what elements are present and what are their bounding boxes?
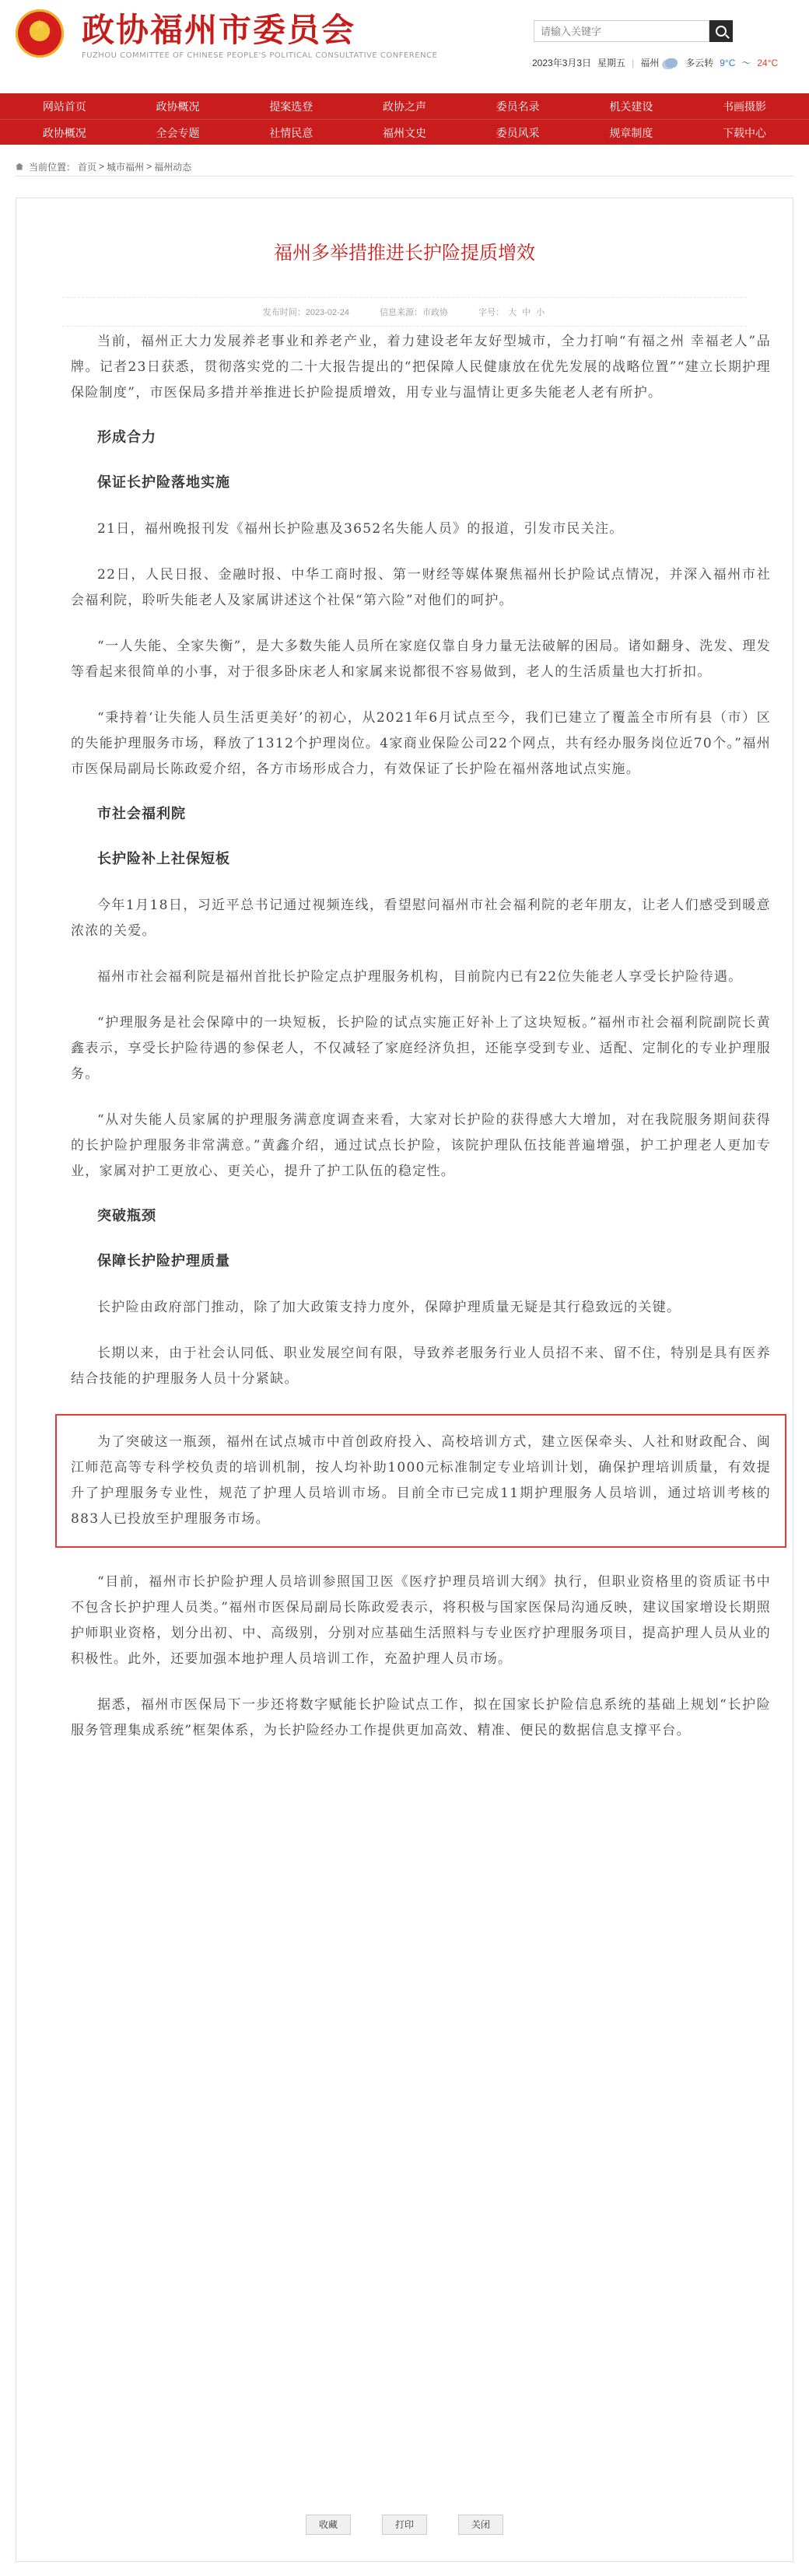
highlighted-paragraph: 为了突破这一瓶颈，福州在试点城市中首创政府投入、高校培训方式，建立医保牵头、人社和财政配合、闽江师范高等专科学校负责的培训机制，按人均补助1000元标准制定专业培训计划，确保护理培训质量，有效提升了护理服务专业性，规范了护理人员培训市场。目前全市已完成11期护理服务人员培训，通过培训考核的883人已投放至护理服务市场。 (71, 1430, 771, 1532)
article-paragraph: 长护险由政府部门推动，除了加大政策支持力度外，保障护理质量无疑是其行稳致远的关键。 (97, 1300, 681, 1315)
current-date: 2023年3月3日 (532, 58, 592, 68)
nav-item-organ[interactable]: 机关建设 (609, 100, 653, 113)
nav-item-overview[interactable]: 政协概况 (156, 100, 200, 113)
font-size-large[interactable]: 大 (508, 308, 517, 317)
print-button[interactable]: 打印 (382, 2515, 427, 2535)
weather-desc: 多云转 (685, 58, 714, 68)
nav-item-home[interactable]: 网站首页 (42, 100, 86, 113)
article-container (16, 198, 793, 2562)
nav-item-rules[interactable]: 规章制度 (609, 126, 653, 139)
separator: | (632, 57, 635, 68)
breadcrumb-home[interactable]: 首页 (78, 161, 97, 173)
nav-item-members[interactable]: 委员名录 (496, 100, 540, 113)
section-heading: 保证长护险落地实施 (97, 474, 230, 491)
breadcrumb-sep: > (146, 161, 152, 172)
publish-date: 发布时间：2023-02-24 (262, 308, 349, 317)
font-size-switcher (478, 308, 546, 317)
article-paragraph: 福州市社会福利院是福州首批长护险定点护理服务机构，目前院内已有22位失能老人享受长护险待遇。 (97, 969, 743, 985)
info-source: 信息来源：市政协 (380, 308, 449, 317)
article-paragraph: 21日，福州晚报刊发《福州长护险惠及3652名失能人员》的报道，引发市民关注。 (97, 521, 624, 537)
date-weather-bar (532, 56, 778, 69)
search-icon (716, 26, 727, 37)
nav-item-overview-2[interactable]: 政协概况 (42, 126, 86, 139)
nav-row-1 (0, 93, 809, 120)
breadcrumb-sep: > (99, 161, 105, 172)
cloud-icon (665, 58, 678, 68)
nav-item-proposals[interactable]: 提案选登 (269, 100, 313, 113)
section-heading: 形成合力 (97, 429, 156, 446)
nav-item-history[interactable]: 福州文史 (382, 126, 426, 139)
search-input[interactable] (534, 20, 709, 42)
article-paragraph: “秉持着‘让失能人员生活更美好’的初心，从2021年6月试点至今，我们已建立了覆盖全市所有县（市）区的失能护理服务市场，释放了1312个护理岗位。4家商业保险公司22个网点，共有经办服务岗位近70个。”福州市医保局副局长陈政爱介绍，各方市场形成合力，有效保证了长护险在福州落地试点实施。 (71, 710, 771, 777)
breadcrumb-city[interactable]: 城市福州 (107, 161, 145, 173)
article-paragraph: 据悉，福州市医保局下一步还将数字赋能长护险试点工作，拟在国家长护险信息系统的基础上规划“长护险服务管理集成系统”框架体系，为长护险经办工作提供更加高效、精准、便民的数据信息支撑平台。 (71, 1697, 771, 1738)
section-heading: 市社会福利院 (97, 806, 186, 822)
temp-separator: ～ (741, 58, 751, 68)
site-subtitle: FUZHOU COMMITTEE OF CHINESE PEOPLE'S POLITICAL CONSULTATIVE CONFERENCE (82, 51, 438, 60)
breadcrumb-label: 当前位置： (29, 161, 76, 173)
article-paragraph: “一人失能、全家失衡”，是大多数失能人员所在家庭仅靠自身力量无法破解的困局。诸如翻身、洗发、理发等看起来很简单的小事，对于很多卧床老人和家属来说都很不容易做到，老人的生活质量也大打折扣。 (71, 639, 771, 680)
weather-city: 福州 (640, 58, 660, 68)
breadcrumb-news[interactable]: 福州动态 (154, 161, 192, 173)
close-button[interactable]: 关闭 (458, 2515, 503, 2535)
nav-item-downloads[interactable]: 下载中心 (723, 126, 767, 139)
font-size-small[interactable]: 小 (536, 308, 545, 317)
current-weekday: 星期五 (597, 58, 626, 68)
article-paragraph: “目前，福州市长护险护理人员培训参照国卫医《医疗护理员培训大纲》执行，但职业资格里的资质证书中不包含长护护理人员类。”福州市医保局副局长陈政爱表示，将积极与国家医保局沟通反映，建议国家增设长期照护师职业资格，划分出初、中、高级别，分别对应基础生活照料与专业医疗护理服务项目，提高护理人员从业的积极性。此外，还要加强本地护理人员培训工作，充盈护理人员市场。 (71, 1574, 771, 1667)
article-title: 福州多举措推进长护险提质增效 (274, 242, 535, 264)
article-paragraph: 今年1月18日，习近平总书记通过视频连线，看望慰问福州市社会福利院的老年朋友，让老人们感受到暖意浓浓的关爱。 (71, 898, 771, 939)
main-nav (0, 93, 809, 145)
article-actions (16, 2515, 793, 2535)
site-brand[interactable] (82, 11, 438, 60)
favorite-button[interactable]: 收藏 (306, 2515, 351, 2535)
article-paragraph: 长期以来，由于社会认同低、职业发展空间有限，导致养老服务行业人员招不来、留不住，特别是具有医养结合技能的护理服务人员十分紧缺。 (71, 1346, 771, 1387)
site-title: 政协福州市委员会 (82, 11, 356, 49)
font-size-medium[interactable]: 中 (522, 308, 531, 317)
temp-low: 9°C (720, 57, 736, 68)
article-body (71, 329, 771, 1764)
cppcc-emblem-icon (16, 9, 64, 58)
article-meta (62, 297, 747, 327)
font-size-label: 字号： (478, 308, 505, 317)
nav-item-member-style[interactable]: 委员风采 (496, 126, 540, 139)
section-heading: 保障长护险护理质量 (97, 1253, 230, 1269)
article-paragraph: “从对失能人员家属的护理服务满意度调查来看，大家对长护险的获得感大大增加，对在我院服务期间获得的长护险护理服务非常满意。”黄鑫介绍，通过试点长护险，该院护理队伍技能普遍增强，护工护理老人更加专业，家属对护工更放心、更关心，提升了护工队伍的稳定性。 (71, 1112, 771, 1179)
nav-item-special[interactable]: 全会专题 (156, 126, 200, 139)
section-heading: 突破瓶颈 (97, 1208, 156, 1224)
article-paragraph: “护理服务是社会保障中的一块短板，长护险的试点实施正好补上了这块短板。”福州市社会福利院副院长黄鑫表示，享受长护险待遇的参保老人，不仅减轻了家庭经济负担，还能享受到专业、适配、定制化的专业护理服务。 (71, 1015, 771, 1082)
nav-item-art[interactable]: 书画摄影 (723, 100, 767, 113)
section-heading: 长护险补上社保短板 (97, 851, 230, 867)
nav-item-public-opinion[interactable]: 社情民意 (269, 126, 313, 139)
breadcrumb (16, 157, 793, 177)
temp-high: 24°C (757, 57, 779, 68)
nav-row-2 (0, 120, 809, 145)
article-paragraph: 当前，福州正大力发展养老事业和养老产业，着力建设老年友好型城市，全力打响“有福之州 幸福老人”品牌。记者23日获悉，贯彻落实党的二十大报告提出的“把保障人民健康放在优先发展的战略位置”“建立长期护理保险制度”，市医保局多措并举推进长护险提质增效，用专业与温情让更多失能老人老有所护。 (71, 334, 771, 401)
search-button[interactable] (709, 20, 733, 42)
home-icon (16, 163, 23, 170)
nav-item-voice[interactable]: 政协之声 (382, 100, 426, 113)
site-header (0, 0, 809, 81)
article-paragraph: 22日，人民日报、金融时报、中华工商时报、第一财经等媒体聚焦福州长护险试点情况，并深入福州市社会福利院，聆听失能老人及家属讲述这个社保“第六险”对他们的呵护。 (71, 567, 771, 608)
